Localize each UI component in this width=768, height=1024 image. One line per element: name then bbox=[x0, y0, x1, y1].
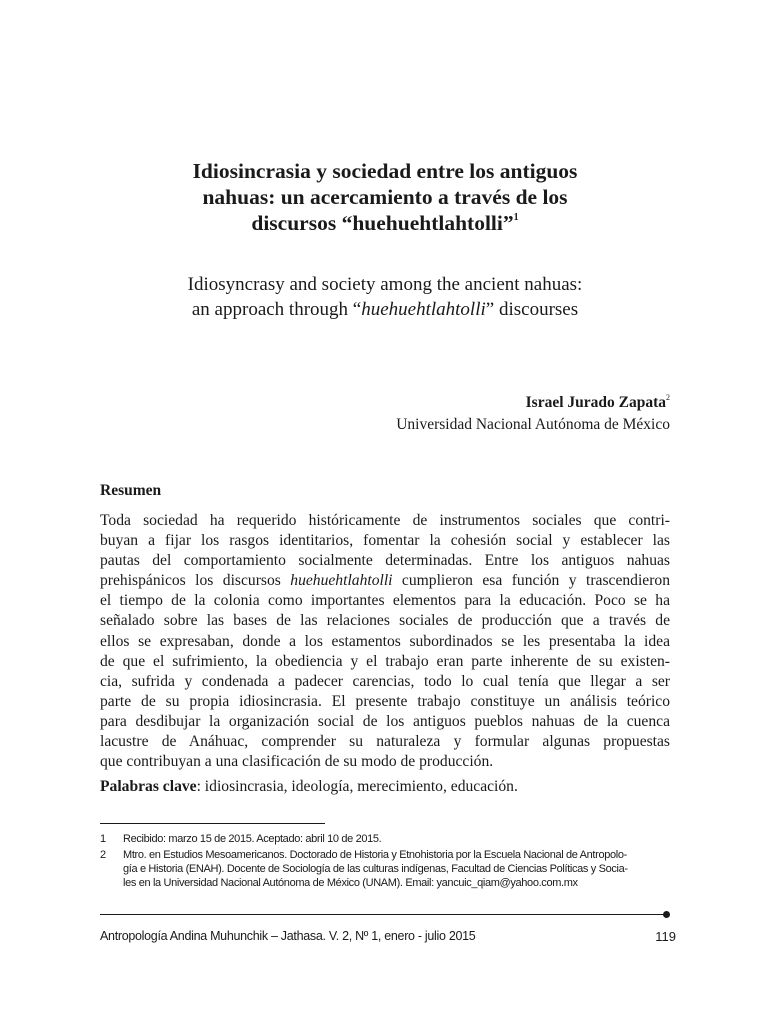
footnote-line: gía e Historia (ENAH). Docente de Sociología de las culturas indígenas, Facultad de Ciencias Políticas y Socia- bbox=[123, 863, 628, 875]
journal-citation: Antropología Andina Muhunchik – Jathasa. V. 2, Nº 1, enero - julio 2015 bbox=[100, 929, 476, 943]
title-en-line-2 bbox=[100, 297, 670, 322]
title-es-line-3-text: discursos “huehuehtlahtolli” bbox=[251, 211, 514, 235]
abstract-line-4-end: cumplieron esa función y trascendieron bbox=[392, 572, 670, 590]
footnote-line: les en la Universidad Nacional Autónoma de México (UNAM). Email: yancuic_qiam@yahoo.com.mx bbox=[123, 877, 578, 889]
abstract-line: buyan a fijar los rasgos identitarios, fomentar la cohesión social y establecer las bbox=[100, 532, 670, 550]
title-en-line-1: Idiosyncrasy and society among the ancient nahuas: bbox=[187, 274, 583, 295]
abstract-line: el tiempo de la colonia como importantes elementos para la educación. Poco se ha bbox=[100, 592, 670, 610]
footnotes bbox=[100, 832, 675, 892]
footnote-line: Recibido: marzo 15 de 2015. Aceptado: abril 10 de 2015. bbox=[123, 833, 382, 845]
footnote-text bbox=[123, 848, 675, 890]
footer-rule-dot bbox=[663, 911, 670, 918]
footnote-number: 1 bbox=[100, 833, 106, 845]
footnote-divider bbox=[100, 823, 325, 824]
footnote-text bbox=[123, 832, 675, 846]
keywords bbox=[100, 778, 518, 796]
abstract-heading: Resumen bbox=[100, 482, 162, 499]
abstract-line: cia, sufrida y condenada a padecer carencias, todo lo cual tenía que llegar a ser bbox=[100, 672, 670, 690]
abstract-line: parte de su propia idiosincrasia. El presente trabajo constituye un análisis teórico bbox=[100, 692, 670, 710]
keywords-text: : idiosincrasia, ideología, merecimiento, educación. bbox=[196, 778, 518, 795]
abstract-body bbox=[100, 511, 670, 772]
abstract-line-4-start: prehispánicos los discursos bbox=[100, 572, 291, 590]
article-title-english bbox=[100, 272, 670, 322]
abstract-line: pautas del comportamiento socialmente determinadas. Entre los antiguos nahuas bbox=[100, 552, 670, 570]
footnote-1 bbox=[100, 832, 675, 846]
footnote-line: Mtro. en Estudios Mesoamericanos. Doctorado de Historia y Etnohistoria por la Escuela Nacional de Antropolo- bbox=[123, 849, 627, 861]
article-title-spanish bbox=[100, 158, 670, 236]
author-footnote-ref[interactable]: 2 bbox=[666, 393, 670, 402]
title-es-line-2: nahuas: un acercamiento a través de los bbox=[202, 185, 568, 209]
keywords-label: Palabras clave bbox=[100, 778, 197, 795]
title-en-line-2-before: an approach through “ bbox=[191, 299, 362, 320]
author-name-line bbox=[396, 392, 670, 414]
title-es-line-3 bbox=[100, 210, 670, 236]
title-en-italic-term: huehuehtlahtolli bbox=[361, 299, 486, 320]
footnote-number: 2 bbox=[100, 849, 106, 861]
abstract-line: señalado sobre las bases de las relaciones sociales de producción que a través de bbox=[100, 612, 670, 630]
title-es-line-1: Idiosincrasia y sociedad entre los antiguos bbox=[192, 159, 578, 183]
footer-rule bbox=[100, 914, 665, 915]
abstract-line: ellos se expresaban, donde a los estamentos subordinados se les presentaba la idea bbox=[100, 632, 670, 650]
author-block bbox=[396, 392, 670, 436]
title-en-line-2-after: ” discourses bbox=[485, 299, 579, 320]
title-footnote-ref[interactable]: 1 bbox=[513, 212, 519, 223]
abstract-line: lacustre de Anáhuac, comprender su naturaleza y formular algunas propuestas bbox=[100, 733, 670, 751]
author-name: Israel Jurado Zapata bbox=[525, 394, 666, 411]
abstract-line bbox=[100, 571, 670, 591]
footnote-2 bbox=[100, 848, 675, 890]
abstract-line: para desdibujar la organización social de los antiguos pueblos nahuas de la cuenca bbox=[100, 712, 670, 730]
abstract-line: que contribuyan a una clasificación de su modo de producción. bbox=[100, 753, 494, 771]
abstract-italic-term: huehuehtlahtolli bbox=[290, 572, 393, 590]
abstract-line: de que el sufrimiento, la obediencia y el trabajo eran parte inherente de su existen- bbox=[100, 652, 670, 670]
page-number: 119 bbox=[655, 929, 676, 944]
abstract-line: Toda sociedad ha requerido históricamente de instrumentos sociales que contri- bbox=[100, 512, 670, 529]
author-affiliation: Universidad Nacional Autónoma de México bbox=[396, 416, 670, 433]
